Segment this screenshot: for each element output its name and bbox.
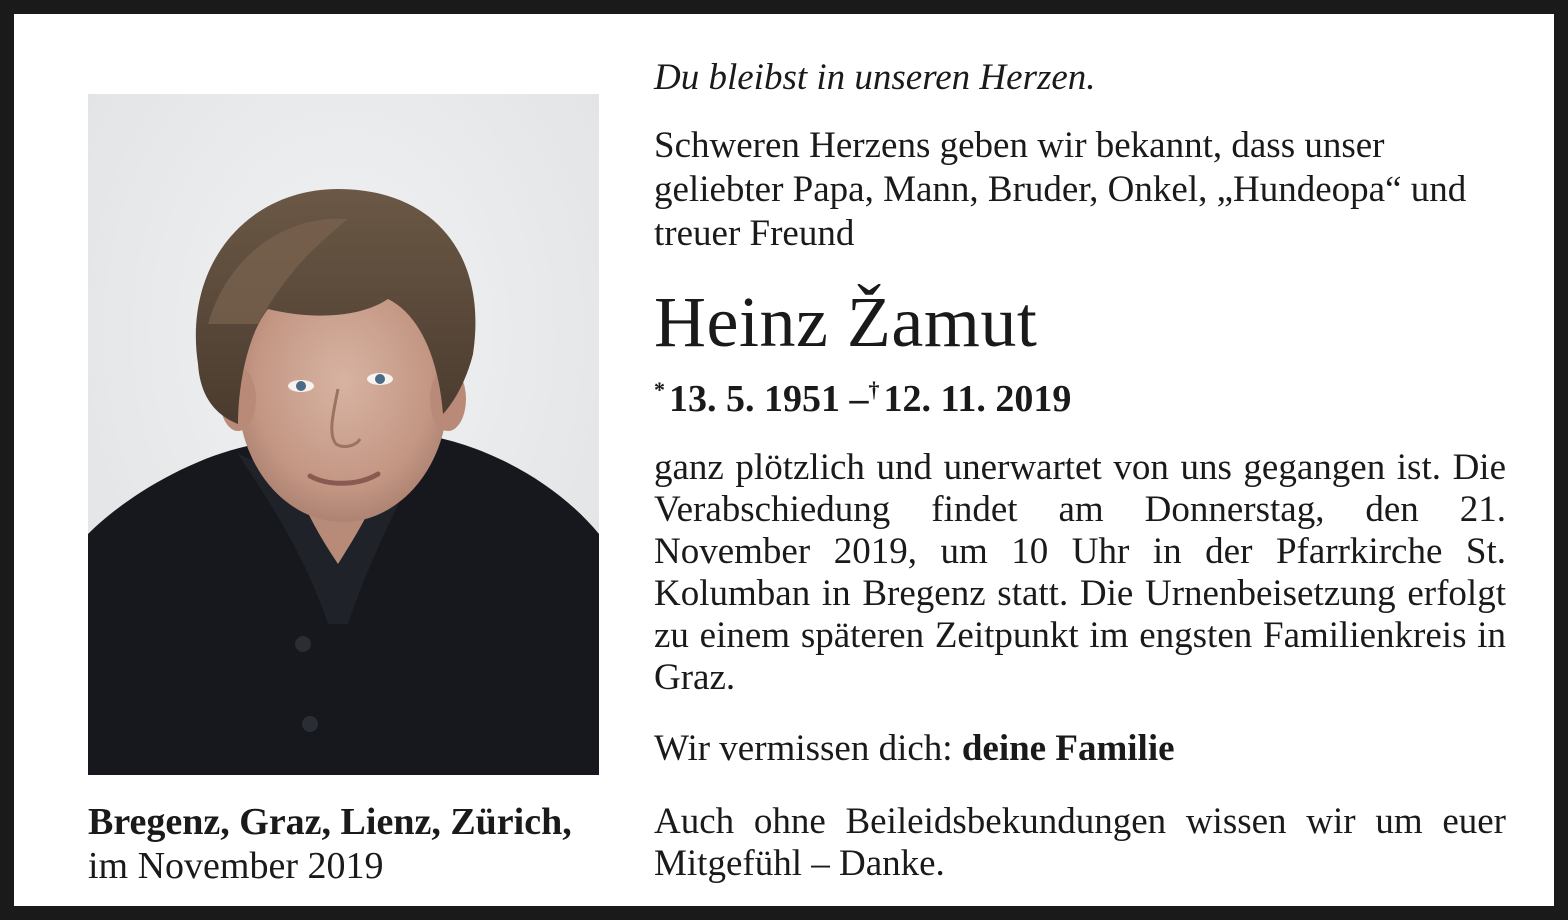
caption-date: im November 2019 (88, 845, 384, 887)
deceased-name: Heinz Žamut (654, 282, 1038, 362)
birth-date: 13. 5. 1951 (669, 378, 840, 420)
birth-symbol: * (654, 377, 665, 402)
death-symbol: † (868, 377, 880, 402)
life-dates (654, 366, 1506, 423)
death-date: 12. 11. 2019 (883, 378, 1072, 420)
date-separator: – (849, 378, 869, 420)
place-date-caption (88, 800, 588, 888)
obituary-text-column (654, 54, 1506, 885)
motto: Du bleibst in unseren Herzen. (654, 57, 1096, 98)
farewell-line (654, 727, 1506, 771)
announcement-body: ganz plötzlich und unerwartet von uns gegangen ist. Die Verabschiedung findet am Donnerstag, den 21. November 2019, um 10 Uhr in der Pfarrkirche St. Kolumban in Bregenz statt. Die Urnenbeisetzung erfolgt zu einem späteren Zeitpunkt im engsten Familienkreis in Graz. (654, 447, 1506, 698)
portrait-illustration (88, 94, 599, 775)
intro-text: Schweren Herzens geben wir bekannt, dass unser geliebter Papa, Mann, Bruder, Onkel, „Hundeopa“ und treuer Freund (654, 125, 1467, 254)
caption-places: Bregenz, Graz, Lienz, Zürich, (88, 801, 572, 843)
closing-text: Auch ohne Beileidsbekundungen wissen wir um euer Mitgefühl – Danke. (654, 801, 1506, 884)
family-signature: deine Familie (961, 728, 1175, 769)
portrait-photo (88, 94, 599, 775)
farewell-prefix: Wir vermissen dich: (654, 728, 962, 769)
